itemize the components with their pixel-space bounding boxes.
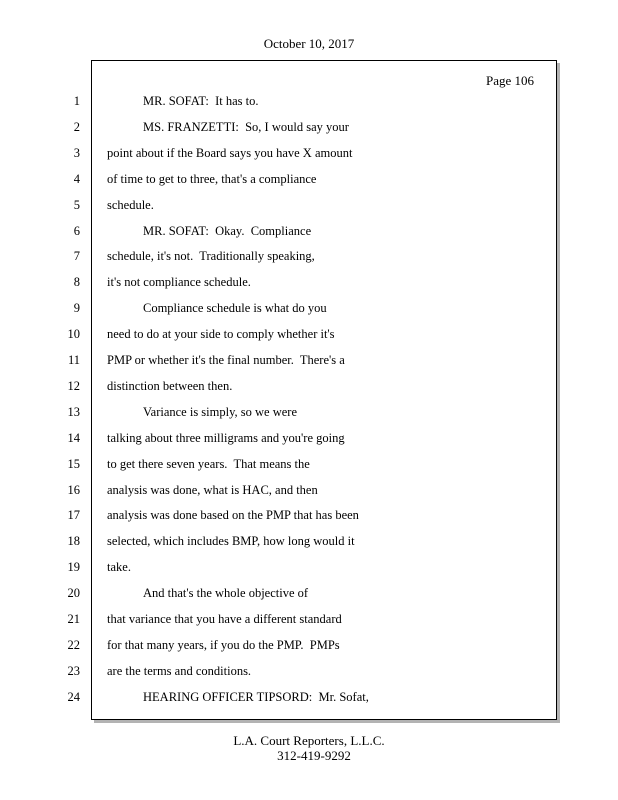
transcript-line-text: need to do at your side to comply whether it's: [107, 327, 335, 341]
line-number: 6: [73, 224, 80, 238]
line-number: 12: [67, 379, 80, 393]
transcript-line-text: talking about three milligrams and you're going: [107, 431, 345, 445]
transcript-line-text: selected, which includes BMP, how long would it: [107, 534, 355, 548]
line-number: 16: [67, 483, 80, 497]
line-number: 11: [67, 353, 80, 367]
line-number: 10: [67, 327, 80, 341]
line-number: 19: [67, 560, 80, 574]
transcript-line-text: analysis was done based on the PMP that has been: [107, 508, 359, 522]
transcript-line-text: MS. FRANZETTI: So, I would say your: [143, 120, 349, 134]
line-number: 1: [73, 94, 80, 108]
transcript-line-text: Variance is simply, so we were: [143, 405, 298, 419]
transcript-line-text: schedule.: [107, 198, 154, 212]
transcript-line-text: PMP or whether it's the final number. There's a: [107, 353, 345, 367]
line-number: 21: [67, 612, 80, 626]
line-number: 8: [73, 275, 80, 289]
transcript-line-text: And that's the whole objective of: [143, 586, 309, 600]
transcript-line-text: MR. SOFAT: Okay. Compliance: [143, 224, 312, 238]
line-number: 20: [67, 586, 80, 600]
line-number: 24: [67, 690, 80, 704]
transcript-line-text: of time to get to three, that's a compliance: [107, 172, 317, 186]
transcript-line-text: point about if the Board says you have X amount: [107, 146, 353, 160]
line-number: 5: [73, 198, 80, 212]
line-number: 4: [73, 172, 80, 186]
transcript-line-text: schedule, it's not. Traditionally speaking,: [107, 249, 315, 263]
line-number: 18: [67, 534, 80, 548]
line-number: 7: [73, 249, 80, 263]
transcript-line-text: to get there seven years. That means the: [107, 457, 310, 471]
footer-phone: 312-419-9292: [277, 748, 351, 763]
transcript-line-text: Compliance schedule is what do you: [143, 301, 327, 315]
line-number: 2: [73, 120, 80, 134]
page-number: Page 106: [485, 73, 534, 88]
transcript-line-text: HEARING OFFICER TIPSORD: Mr. Sofat,: [143, 690, 369, 704]
line-number: 17: [67, 508, 80, 522]
line-number: 23: [67, 664, 80, 678]
line-number: 15: [67, 457, 80, 471]
transcript-line-text: for that many years, if you do the PMP. PMPs: [107, 638, 340, 652]
transcript-line-text: analysis was done, what is HAC, and then: [107, 483, 318, 497]
transcript-line-text: are the terms and conditions.: [107, 664, 252, 678]
line-number: 13: [67, 405, 80, 419]
line-number: 3: [73, 146, 80, 160]
line-number: 22: [67, 638, 80, 652]
transcript-line-text: MR. SOFAT: It has to.: [143, 94, 259, 108]
transcript-line-text: it's not compliance schedule.: [107, 275, 251, 289]
line-number: 14: [67, 431, 80, 445]
footer-company: L.A. Court Reporters, L.L.C.: [233, 733, 385, 748]
transcript-line-text: take.: [107, 560, 131, 574]
transcript-line-text: distinction between then.: [107, 379, 233, 393]
line-number: 9: [73, 301, 80, 315]
transcript-line-text: that variance that you have a different standard: [107, 612, 342, 626]
transcript-date: October 10, 2017: [263, 36, 355, 51]
